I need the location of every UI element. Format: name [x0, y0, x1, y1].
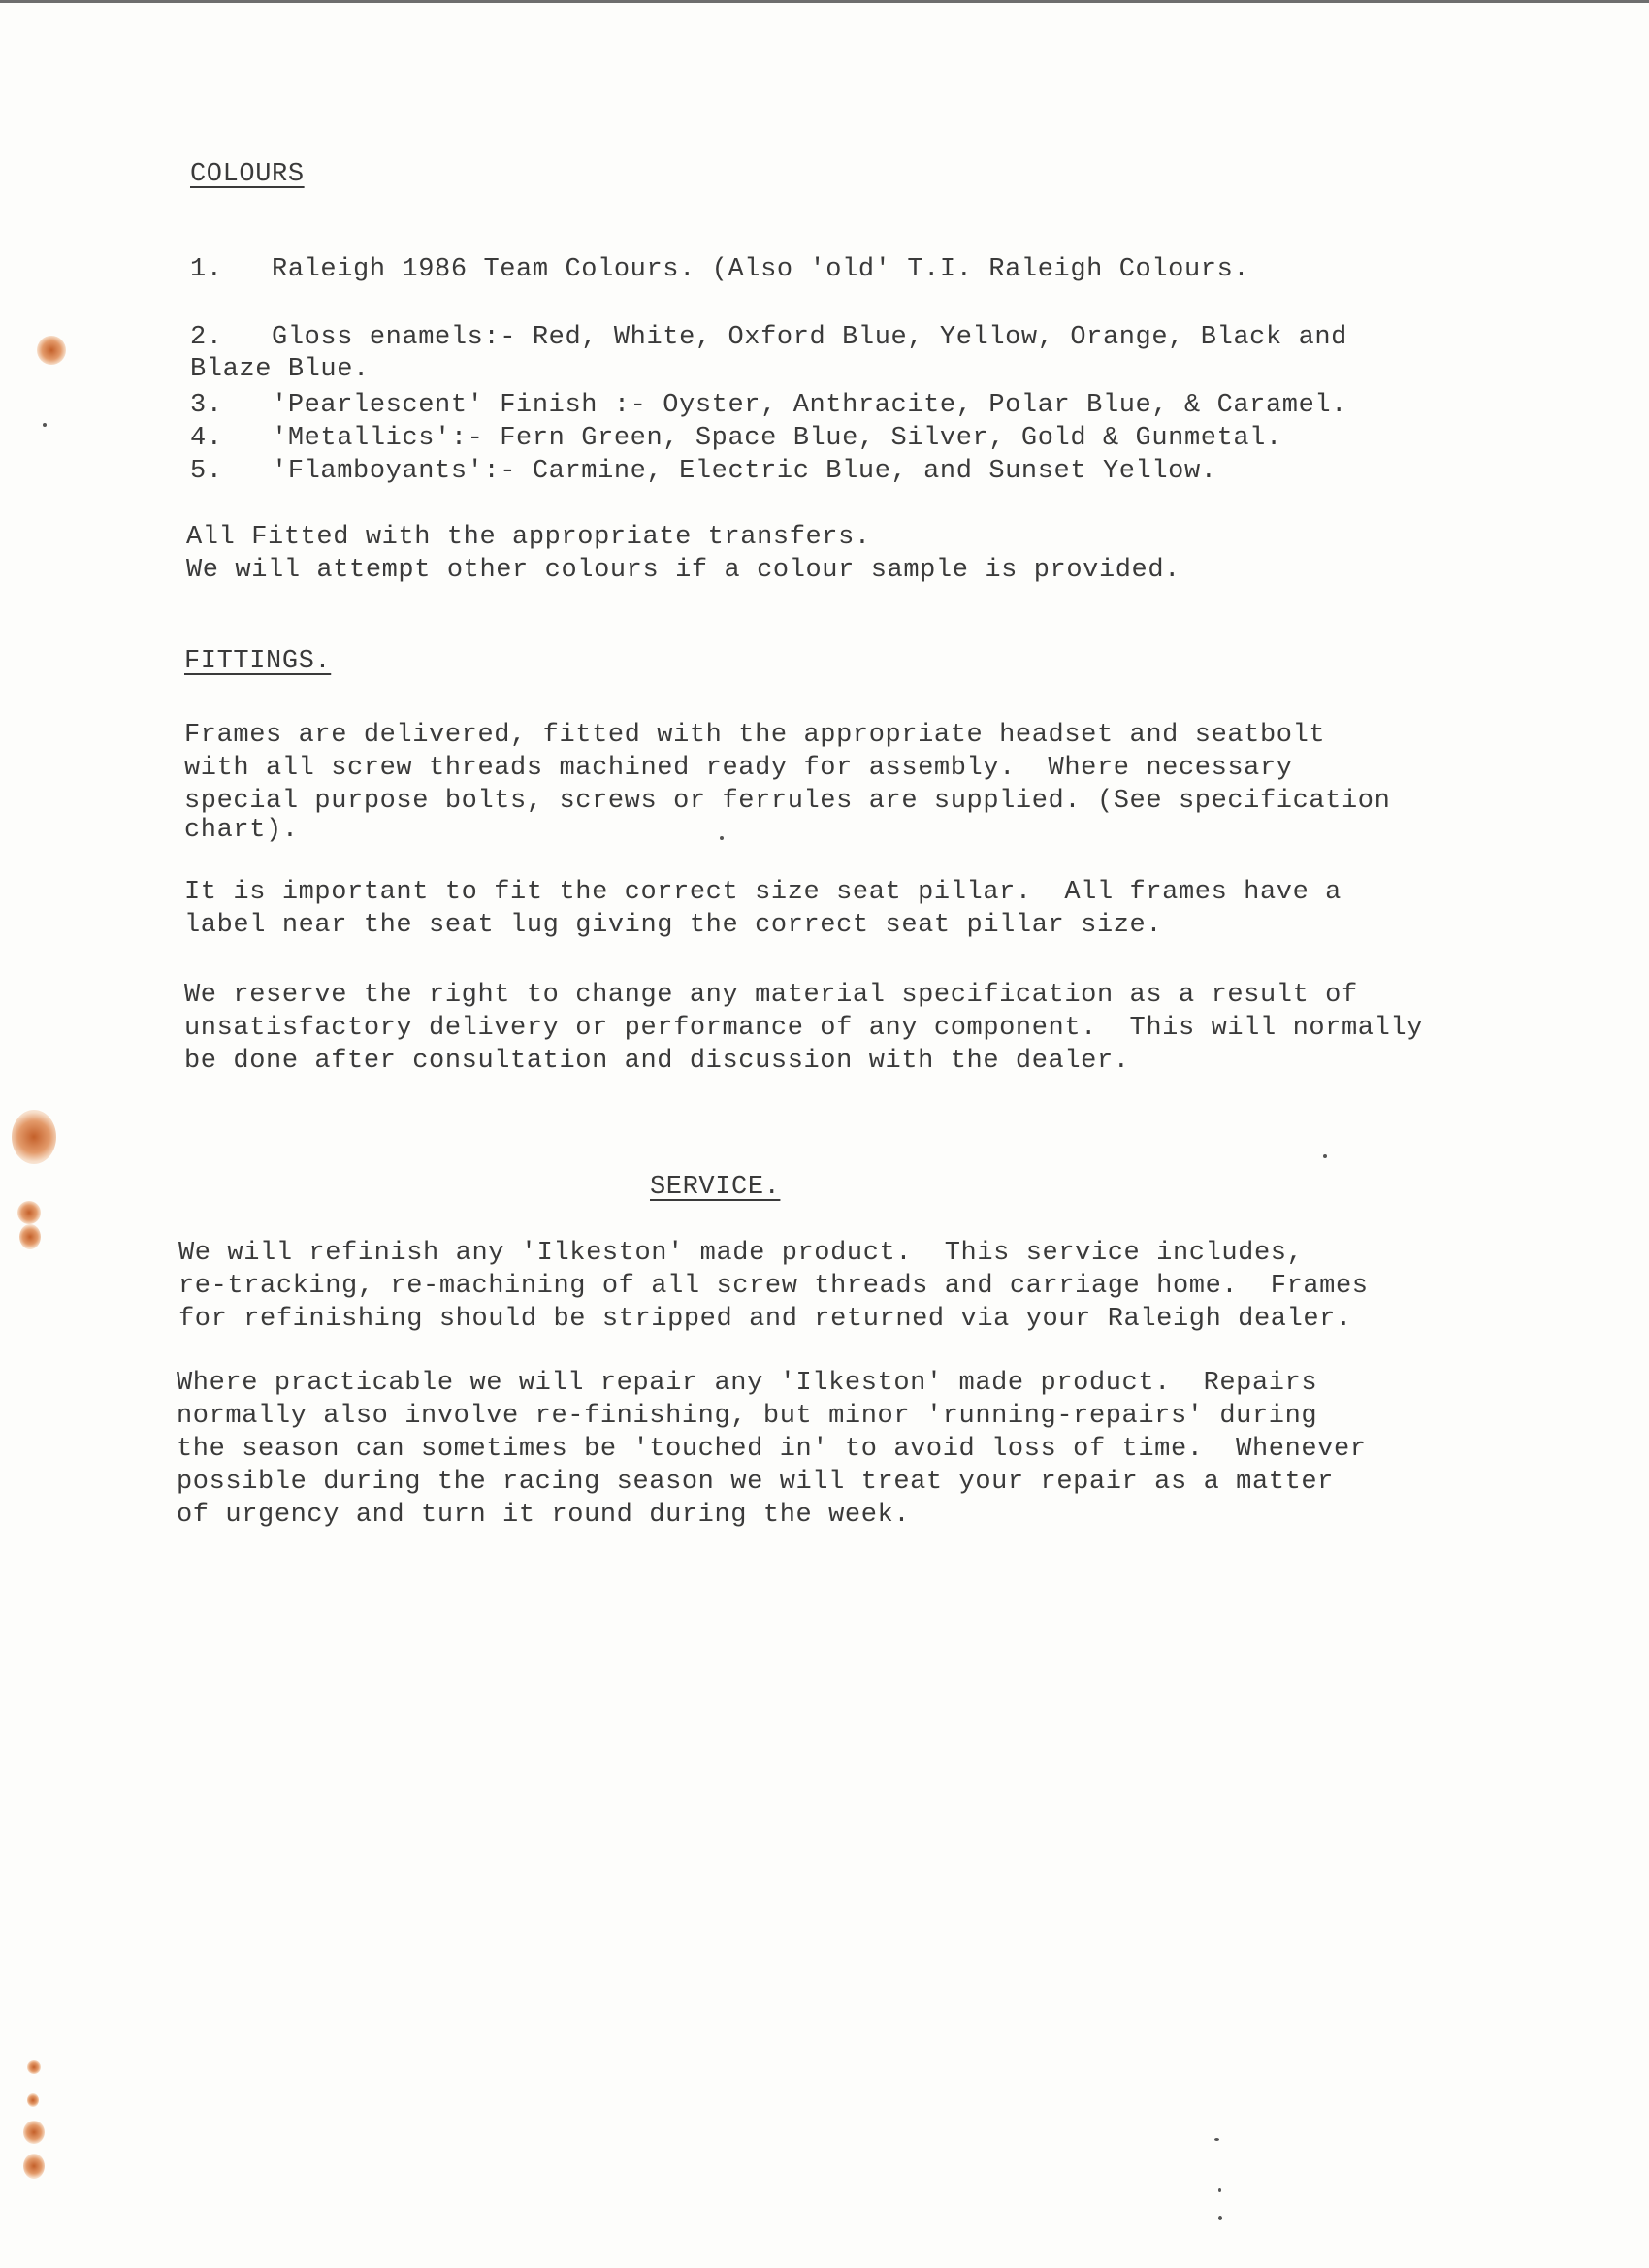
rust-stain — [23, 2154, 45, 2179]
fittings-para3-line2: unsatisfactory delivery or performance of any component. This will normally — [184, 1014, 1423, 1043]
speck — [1218, 2216, 1222, 2220]
service-para2-line4: possible during the racing season we will treat your repair as a matter — [177, 1468, 1334, 1497]
colours-item-4: 4. 'Metallics':- Fern Green, Space Blue, Silver, Gold & Gunmetal. — [190, 424, 1282, 453]
speck — [1218, 2188, 1221, 2192]
speck — [1323, 1154, 1327, 1158]
service-para2-line2: normally also involve re-finishing, but minor 'running-repairs' during — [177, 1402, 1318, 1431]
service-para2-line3: the season can sometimes be 'touched in' to avoid loss of time. Whenever — [177, 1435, 1367, 1464]
page-top-edge — [0, 0, 1649, 3]
fittings-para3-line1: We reserve the right to change any material specification as a result of — [184, 981, 1358, 1010]
service-para2-line5: of urgency and turn it round during the week. — [177, 1501, 911, 1530]
speck — [720, 836, 724, 840]
fittings-para1-line4: chart). — [184, 816, 299, 845]
fittings-para1-line3: special purpose bolts, screws or ferrules are supplied. (See specification — [184, 787, 1391, 816]
colours-item-5: 5. 'Flamboyants':- Carmine, Electric Blue, and Sunset Yellow. — [190, 457, 1217, 486]
service-heading: SERVICE. — [650, 1173, 781, 1202]
rust-stain — [27, 2093, 39, 2107]
colours-item-2-continued: Blaze Blue. — [190, 355, 370, 384]
colours-item-2: 2. Gloss enamels:- Red, White, Oxford Blue, Yellow, Orange, Black and — [190, 323, 1347, 352]
service-para2-line1: Where practicable we will repair any 'Ilkeston' made product. Repairs — [177, 1369, 1318, 1398]
fittings-para1-line2: with all screw threads machined ready for assembly. Where necessary — [184, 754, 1293, 783]
colours-note-transfers: All Fitted with the appropriate transfers. — [186, 523, 871, 552]
rust-stain — [19, 1224, 41, 1249]
colours-heading: COLOURS — [190, 160, 305, 189]
fittings-para2-line1: It is important to fit the correct size seat pillar. All frames have a — [184, 878, 1342, 907]
speck — [1214, 2138, 1219, 2141]
rust-stain — [23, 2121, 45, 2144]
fittings-heading: FITTINGS. — [184, 647, 332, 676]
service-para1-line2: re-tracking, re-machining of all screw threads and carriage home. Frames — [178, 1272, 1369, 1301]
colours-item-3: 3. 'Pearlescent' Finish :- Oyster, Anthracite, Polar Blue, & Caramel. — [190, 391, 1347, 420]
fittings-para3-line3: be done after consultation and discussion with the dealer. — [184, 1047, 1130, 1076]
rust-stain — [27, 2060, 41, 2074]
rust-stain — [12, 1110, 56, 1164]
service-para1-line1: We will refinish any 'Ilkeston' made product. This service includes, — [178, 1239, 1304, 1268]
fittings-para1-line1: Frames are delivered, fitted with the appropriate headset and seatbolt — [184, 721, 1326, 750]
colours-item-1: 1. Raleigh 1986 Team Colours. (Also 'old' T.I. Raleigh Colours. — [190, 255, 1250, 284]
service-para1-line3: for refinishing should be stripped and returned via your Raleigh dealer. — [178, 1305, 1352, 1334]
fittings-para2-line2: label near the seat lug giving the correct seat pillar size. — [184, 911, 1163, 940]
rust-stain — [17, 1201, 41, 1224]
rust-stain — [37, 336, 66, 365]
colours-note-samples: We will attempt other colours if a colour sample is provided. — [186, 556, 1180, 585]
speck — [43, 423, 47, 427]
